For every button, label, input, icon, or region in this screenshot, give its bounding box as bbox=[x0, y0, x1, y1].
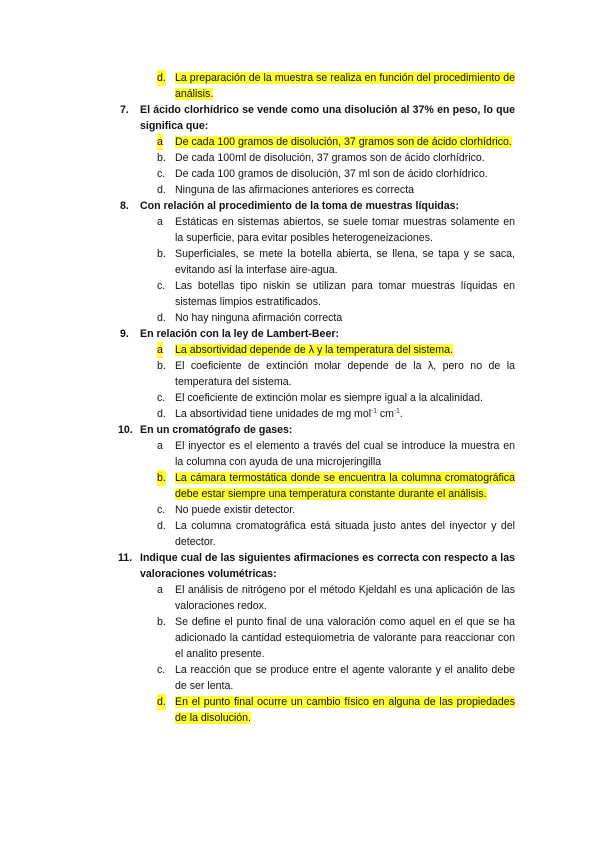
option-text: Se define el punto final de una valoración como aquel en el que se ha adicionado la cantidad estequiometria de valorante para reaccionar con el analito presente. bbox=[175, 616, 515, 660]
period: . bbox=[399, 408, 403, 420]
option-7a bbox=[157, 134, 515, 150]
option-text: La absortividad depende de λ y la temperatura del sistema. bbox=[175, 344, 453, 356]
units-text-cm: cm bbox=[376, 408, 394, 420]
option-letter: a bbox=[157, 344, 163, 356]
option-letter: d. bbox=[157, 312, 166, 324]
option-text: En el punto final ocurre un cambio físico en alguna de las propiedades de la disolución. bbox=[175, 696, 515, 724]
option-text: El coeficiente de extinción molar es siempre igual a la alcalinidad. bbox=[175, 392, 483, 404]
option-8a bbox=[157, 214, 515, 246]
option-9b bbox=[157, 358, 515, 390]
option-letter: b. bbox=[157, 472, 166, 484]
option-text: De cada 100 gramos de disolución, 37 ml son de ácido clorhídrico. bbox=[175, 168, 488, 180]
option-9d bbox=[157, 406, 515, 422]
option-text: Las botellas tipo niskin se utilizan para tomar muestras líquidas en sistemas limpios estratificados. bbox=[175, 280, 515, 308]
question-number: 7. bbox=[120, 104, 129, 116]
option-text: No hay ninguna afirmación correcta bbox=[175, 312, 343, 324]
question-text: Con relación al procedimiento de la toma de muestras líquidas: bbox=[140, 200, 460, 212]
option-text: El análisis de nitrógeno por el método Kjeldahl es una aplicación de las valoraciones redox. bbox=[175, 584, 515, 612]
question-number: 8. bbox=[120, 200, 129, 212]
option-text: La columna cromatográfica está situada justo antes del inyector y del detector. bbox=[175, 520, 515, 548]
option-letter: b. bbox=[157, 152, 166, 164]
option-text bbox=[175, 408, 403, 420]
option-letter: d. bbox=[157, 184, 166, 196]
option-11c bbox=[157, 662, 515, 694]
exponent: -1 bbox=[393, 407, 400, 415]
option-letter: a bbox=[157, 136, 163, 148]
exponent: -1 bbox=[371, 407, 377, 415]
option-letter: b. bbox=[157, 248, 166, 260]
option-letter: b. bbox=[157, 616, 166, 628]
option-text: El coeficiente de extinción molar depende de la λ, pero no de la temperatura del sistema. bbox=[175, 360, 515, 388]
option-8d bbox=[157, 310, 515, 326]
option-8b bbox=[157, 246, 515, 278]
units-text: La absortividad tiene unidades de mg mol bbox=[175, 408, 372, 420]
option-11a bbox=[157, 582, 515, 614]
option-11d bbox=[157, 694, 515, 726]
option-text: El inyector es el elemento a través del cual se introduce la muestra en la columna con ayuda de una microjeringilla bbox=[175, 440, 515, 468]
option-letter: d. bbox=[157, 72, 166, 84]
question-text: En relación con la ley de Lambert-Beer: bbox=[140, 328, 339, 340]
question-text: En un cromatógrafo de gases: bbox=[140, 424, 293, 436]
option-letter: c. bbox=[157, 504, 166, 516]
option-letter: c. bbox=[157, 168, 166, 180]
option-letter: a bbox=[157, 584, 163, 596]
question-list bbox=[0, 70, 600, 726]
option-letter: c. bbox=[157, 392, 166, 404]
question-number: 10. bbox=[118, 424, 133, 436]
question-7 bbox=[120, 102, 515, 134]
option-text: La reacción que se produce entre el agente valorante y el analito debe de ser lenta. bbox=[175, 664, 515, 692]
option-letter: d. bbox=[157, 696, 166, 708]
question-9 bbox=[120, 326, 515, 342]
option-text: De cada 100ml de disolución, 37 gramos son de ácido clorhídrico. bbox=[175, 152, 485, 164]
option-letter: c. bbox=[157, 664, 166, 676]
option-text: La cámara termostática donde se encuentra la columna cromatográfica debe estar siempre una temperatura constante durante el análisis. bbox=[175, 472, 515, 500]
option-8c bbox=[157, 278, 515, 310]
option-letter: b. bbox=[157, 360, 166, 372]
option-7d bbox=[157, 182, 515, 198]
option-9c bbox=[157, 390, 515, 406]
option-text: No puede existir detector. bbox=[175, 504, 296, 516]
option-6d bbox=[157, 70, 515, 102]
option-9a bbox=[157, 342, 515, 358]
option-11b bbox=[157, 614, 515, 662]
option-letter: d. bbox=[157, 408, 166, 420]
option-text: De cada 100 gramos de disolución, 37 gramos son de ácido clorhídrico. bbox=[175, 136, 512, 148]
option-text: La preparación de la muestra se realiza en función del procedimiento de análisis. bbox=[175, 72, 515, 100]
option-10c bbox=[157, 502, 515, 518]
option-10d bbox=[157, 518, 515, 550]
question-text: Indique cual de las siguientes afirmaciones es correcta con respecto a las valoraciones volumétricas: bbox=[140, 552, 515, 580]
option-10a bbox=[157, 438, 515, 470]
question-number: 11. bbox=[118, 552, 133, 564]
question-number: 9. bbox=[120, 328, 129, 340]
option-text: Superficiales, se mete la botella abierta, se llena, se tapa y se saca, evitando así la interfase aire-agua. bbox=[175, 248, 515, 276]
option-letter: a bbox=[157, 216, 163, 228]
question-11 bbox=[118, 550, 515, 582]
option-7c bbox=[157, 166, 515, 182]
question-text: El ácido clorhídrico se vende como una disolución al 37% en peso, lo que significa que: bbox=[140, 104, 515, 132]
option-7b bbox=[157, 150, 515, 166]
question-8 bbox=[120, 198, 515, 214]
question-10 bbox=[118, 422, 515, 438]
option-text: Estáticas en sistemas abiertos, se suele tomar muestras solamente en la superficie, para evitar posibles heterogeneizaciones. bbox=[175, 216, 515, 244]
option-letter: d. bbox=[157, 520, 166, 532]
option-letter: a bbox=[157, 440, 163, 452]
option-letter: c. bbox=[157, 280, 166, 292]
option-text: Ninguna de las afirmaciones anteriores es correcta bbox=[175, 184, 415, 196]
option-10b bbox=[157, 470, 515, 502]
